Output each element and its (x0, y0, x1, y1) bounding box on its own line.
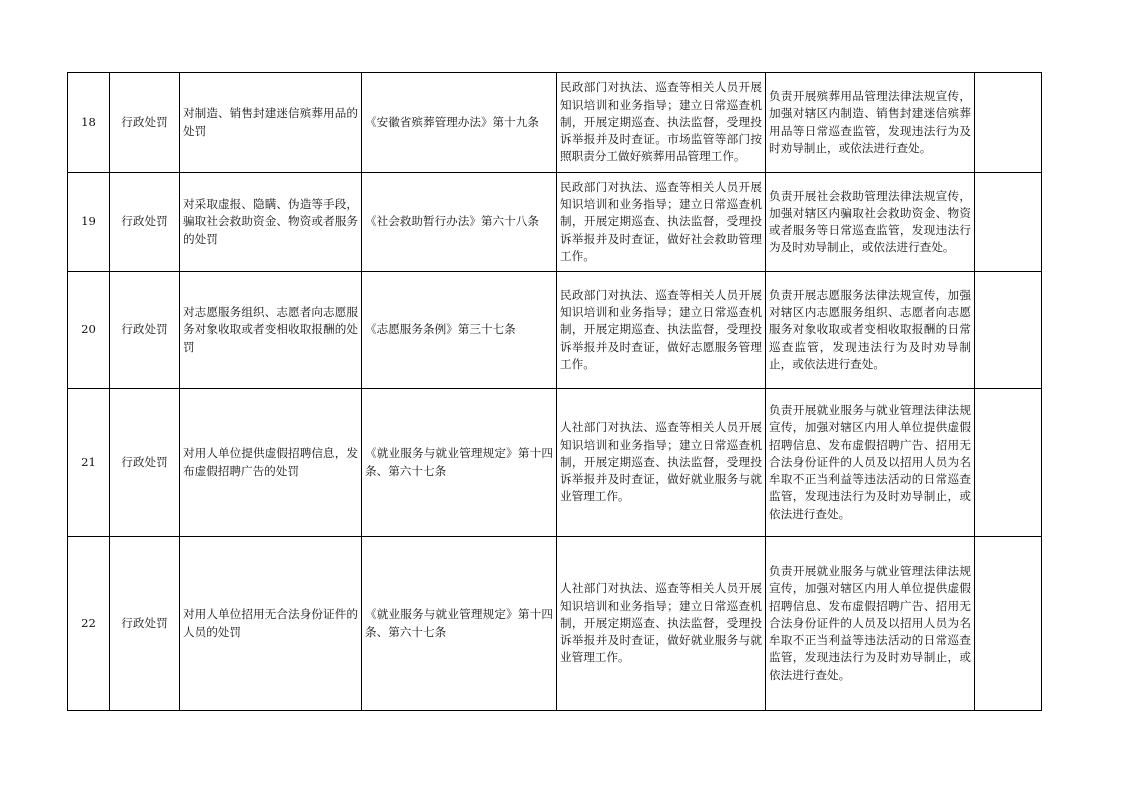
remarks (975, 389, 1042, 537)
item-type: 行政处罚 (110, 73, 180, 173)
table-row (68, 389, 1042, 537)
remarks (975, 173, 1042, 272)
legal-basis: 《志愿服务条例》第三十七条 (362, 272, 557, 389)
town-duty: 负责开展就业服务与就业管理法律法规宣传，加强对辖区内用人单位提供虚假招聘信息、发布虚假招聘广告、招用无合法身份证件的人员及以招用人员为名牟取不正当利益等违法活动的日常巡查监管，发现违法行为及时劝导制止，或依法进行查处。 (766, 389, 975, 537)
department-duty: 人社部门对执法、巡查等相关人员开展知识培训和业务指导；建立日常巡查机制，开展定期巡查、执法监督，受理投诉举报并及时查证，做好就业服务与就业管理工作。 (557, 537, 766, 711)
item-name: 对志愿服务组织、志愿者向志愿服务对象收取或者变相收取报酬的处罚 (180, 272, 362, 389)
item-type: 行政处罚 (110, 173, 180, 272)
item-name: 对采取虚报、隐瞒、伪造等手段，骗取社会救助资金、物资或者服务的处罚 (180, 173, 362, 272)
legal-basis: 《就业服务与就业管理规定》第十四条、第六十七条 (362, 389, 557, 537)
department-duty: 民政部门对执法、巡查等相关人员开展知识培训和业务指导；建立日常巡查机制，开展定期巡查、执法监督，受理投诉举报并及时查证。市场监管等部门按照职责分工做好殡葬用品管理工作。 (557, 73, 766, 173)
item-name: 对制造、销售封建迷信殡葬用品的处罚 (180, 73, 362, 173)
department-duty: 民政部门对执法、巡查等相关人员开展知识培训和业务指导；建立日常巡查机制，开展定期巡查、执法监督，受理投诉举报并及时查证，做好社会救助管理工作。 (557, 173, 766, 272)
row-number: 20 (68, 272, 110, 389)
legal-basis: 《就业服务与就业管理规定》第十四条、第六十七条 (362, 537, 557, 711)
table-row (68, 173, 1042, 272)
item-name: 对用人单位招用无合法身份证件的人员的处罚 (180, 537, 362, 711)
table-row (68, 537, 1042, 711)
legal-basis: 《安徽省殡葬管理办法》第十九条 (362, 73, 557, 173)
item-type: 行政处罚 (110, 389, 180, 537)
row-number: 21 (68, 389, 110, 537)
table-row (68, 73, 1042, 173)
town-duty: 负责开展社会救助管理法律法规宣传，加强对辖区内骗取社会救助资金、物资或者服务等日常巡查监管，发现违法行为及时劝导制止，或依法进行查处。 (766, 173, 975, 272)
town-duty: 负责开展志愿服务法律法规宣传，加强对辖区内志愿服务组织、志愿者向志愿服务对象收取或者变相收取报酬的日常巡查监管，发现违法行为及时劝导制止，或依法进行查处。 (766, 272, 975, 389)
row-number: 22 (68, 537, 110, 711)
remarks (975, 73, 1042, 173)
item-name: 对用人单位提供虚假招聘信息，发布虚假招聘广告的处罚 (180, 389, 362, 537)
legal-basis: 《社会救助暂行办法》第六十八条 (362, 173, 557, 272)
item-type: 行政处罚 (110, 537, 180, 711)
town-duty: 负责开展就业服务与就业管理法律法规宣传，加强对辖区内用人单位提供虚假招聘信息、发布虚假招聘广告、招用无合法身份证件的人员及以招用人员为名牟取不正当利益等违法活动的日常巡查监管，发现违法行为及时劝导制止，或依法进行查处。 (766, 537, 975, 711)
department-duty: 民政部门对执法、巡查等相关人员开展知识培训和业务指导；建立日常巡查机制，开展定期巡查、执法监督，受理投诉举报并及时查证，做好志愿服务管理工作。 (557, 272, 766, 389)
remarks (975, 537, 1042, 711)
item-type: 行政处罚 (110, 272, 180, 389)
town-duty: 负责开展殡葬用品管理法律法规宣传，加强对辖区内制造、销售封建迷信殡葬用品等日常巡查监管，发现违法行为及时劝导制止，或依法进行查处。 (766, 73, 975, 173)
duty-table (67, 72, 1042, 711)
table-row (68, 272, 1042, 389)
remarks (975, 272, 1042, 389)
row-number: 19 (68, 173, 110, 272)
department-duty: 人社部门对执法、巡查等相关人员开展知识培训和业务指导；建立日常巡查机制，开展定期巡查、执法监督，受理投诉举报并及时查证，做好就业服务与就业管理工作。 (557, 389, 766, 537)
row-number: 18 (68, 73, 110, 173)
